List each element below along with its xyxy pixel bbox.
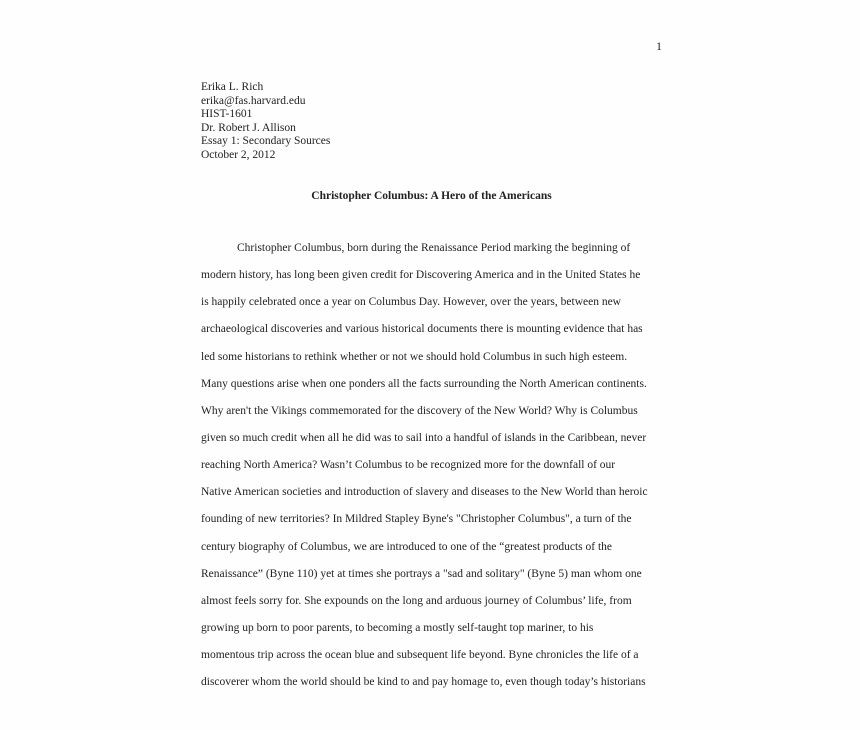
instructor-name: Dr. Robert J. Allison	[201, 121, 296, 134]
body-line: founding of new territories? In Mildred Stapley Byne's "Christopher Columbus", a turn of the	[201, 513, 632, 526]
essay-body	[201, 241, 663, 702]
author-header	[201, 81, 330, 163]
author-email: erika@fas.harvard.edu	[201, 94, 306, 107]
body-line: century biography of Columbus, we are introduced to one of the “greatest products of the	[201, 540, 613, 553]
body-line: reaching North America? Wasn’t Columbus to be recognized more for the downfall of our	[201, 459, 616, 472]
body-line: Why aren't the Vikings commemorated for the discovery of the New World? Why is Columbus	[201, 404, 638, 417]
body-line: is happily celebrated once a year on Columbus Day. However, over the years, between new	[201, 296, 621, 309]
body-line: archaeological discoveries and various historical documents there is mounting evidence that has	[201, 323, 643, 336]
body-line: led some historians to rethink whether or not we should hold Columbus in such high esteem.	[201, 350, 628, 363]
essay-title: Christopher Columbus: A Hero of the Americans	[311, 190, 552, 202]
essay-date: October 2, 2012	[201, 148, 276, 161]
body-line: Many questions arise when one ponders all the facts surrounding the North American continents.	[201, 377, 647, 390]
body-line: modern history, has long been given credit for Discovering America and in the United States he	[201, 269, 641, 282]
body-line: Renaissance” (Byne 110) yet at times she portrays a "sad and solitary" (Byne 5) man whom one	[201, 567, 642, 580]
course-code: HIST-1601	[201, 108, 253, 121]
body-line: momentous trip across the ocean blue and subsequent life beyond. Byne chronicles the life of a	[201, 649, 639, 662]
page-number: 1	[656, 39, 662, 53]
body-line: Native American societies and introduction of slavery and diseases to the New World than heroic	[201, 486, 648, 499]
body-line: Christopher Columbus, born during the Renaissance Period marking the beginning of	[237, 242, 631, 254]
assignment-name: Essay 1: Secondary Sources	[201, 135, 331, 148]
body-line: almost feels sorry for. She expounds on the long and arduous journey of Columbus’ life, from	[201, 594, 632, 607]
body-line: given so much credit when all he did was to sail into a handful of islands in the Caribbean, never	[201, 431, 647, 444]
body-line: discoverer whom the world should be kind to and pay homage to, even though today’s historians	[201, 676, 646, 689]
body-line: growing up born to poor parents, to becoming a mostly self-taught top mariner, to his	[201, 621, 594, 634]
author-name: Erika L. Rich	[201, 81, 264, 93]
